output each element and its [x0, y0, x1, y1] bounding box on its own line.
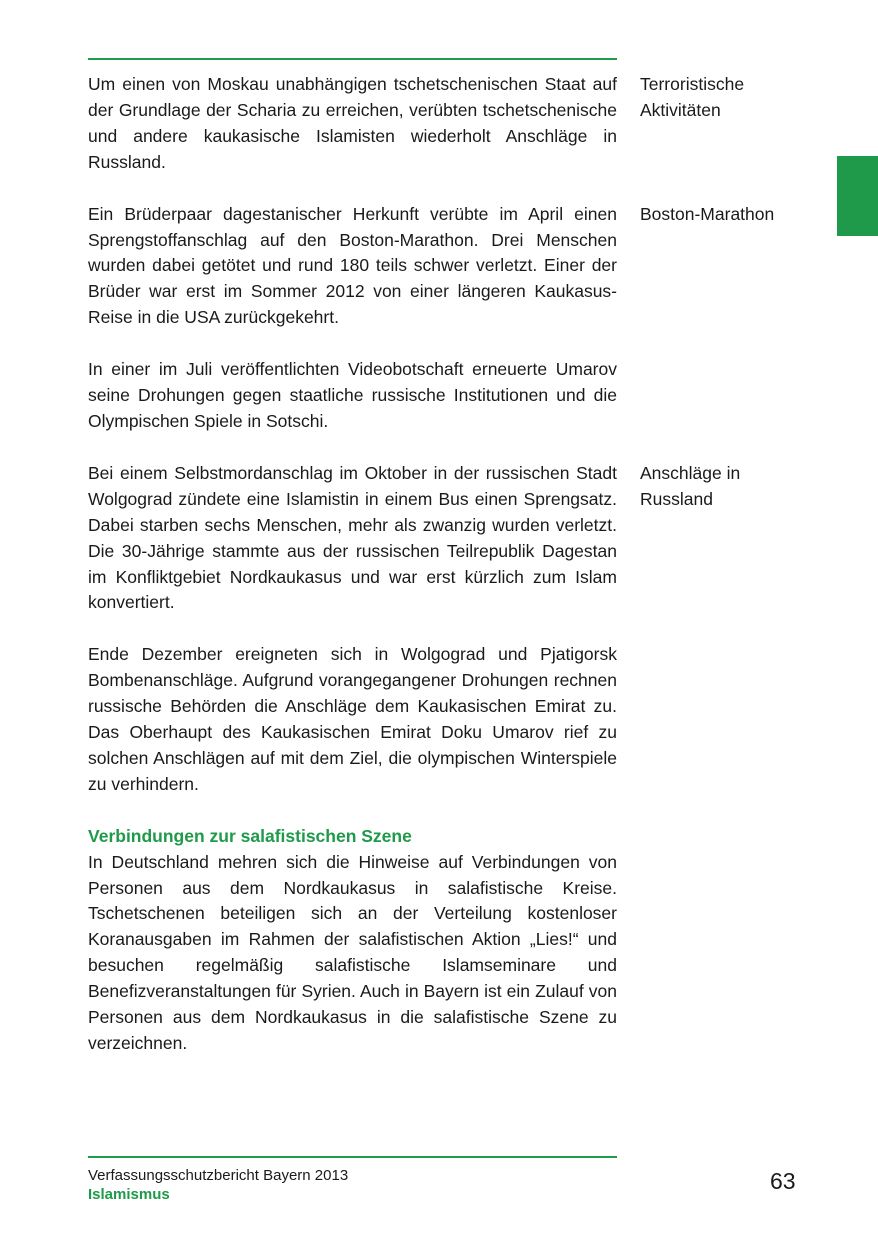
- paragraph-boston-marathon: Ein Brüderpaar dagestanischer Herkunft verübte im April einen Sprengstoffanschlag auf den Boston-Marathon. Drei Menschen wurden dabei getötet und rund 180 teils schwer verletzt. Einer der Brüder war erst im Sommer 2012 von einer längeren Kaukasus-Reise in die USA zurückgekehrt.: [88, 203, 617, 328]
- paragraph-terrorist-activities: Um einen von Moskau unabhängigen tschetschenischen Staat auf der Grundlage der Scharia zu erreichen, verübten tschetschenische und andere kaukasische Islamisten wiederholt Anschläge in Russland.: [88, 74, 617, 172]
- page-number: 63: [770, 1168, 796, 1194]
- paragraph-umarov-video: In einer im Juli veröffentlichten Videobotschaft erneuerte Umarov seine Drohungen gegen staatliche russische Institutionen und die Olympischen Spiele in Sotschi.: [88, 359, 617, 431]
- section-heading: Verbindungen zur salafistischen Szene: [88, 825, 412, 846]
- margin-note-attacks-russia: Anschläge in Russland: [640, 463, 741, 509]
- margin-note-terrorist-activities: Terroristische Aktivitäten: [640, 74, 745, 120]
- footer: [88, 1166, 617, 1204]
- margin-note-boston-marathon: Boston-Marathon: [640, 204, 775, 224]
- paragraph-wolgograd-october: Bei einem Selbstmordanschlag im Oktober in der russischen Stadt Wolgograd zündete eine Islamistin in einem Bus einen Sprengsatz. Dabei starben sechs Menschen, mehr als zwanzig wurden verletzt. Die 30-Jährige stammte aus der russischen Teilrepublik Dagestan im Konfliktgebiet Nordkaukasus und war erst kürzlich zum Islam konvertiert.: [88, 462, 617, 613]
- paragraph-salafist-connections: In Deutschland mehren sich die Hinweise auf Verbindungen von Personen aus dem Nordkaukasus in salafistische Kreise. Tschetschenen beteiligen sich an der Verteilung kostenloser Koranausgaben im Rahmen der salafistischen Aktion „Lies!“ und besuchen regelmäßig salafistische Islamseminare und Benefizveranstaltungen für Syrien. Auch in Bayern ist ein Zulauf von Personen aus dem Nordkaukasus in die salafistische Szene zu verzeichnen.: [88, 851, 617, 1053]
- bottom-rule: [88, 1156, 617, 1158]
- top-rule: [88, 58, 617, 60]
- main-text-column: [88, 72, 617, 1057]
- paragraph-december-attacks: Ende Dezember ereigneten sich in Wolgograd und Pjatigorsk Bombenanschläge. Aufgrund vorangegangener Drohungen rechnen russische Behörden die Anschläge dem Kaukasischen Emirat zu. Das Oberhaupt des Kaukasischen Emirat Doku Umarov rief zu solchen Anschlägen auf mit dem Ziel, die olympischen Winterspiele zu verhindern.: [88, 644, 617, 794]
- footer-title: Verfassungsschutzbericht Bayern 2013: [88, 1167, 349, 1184]
- footer-subtitle: Islamismus: [88, 1186, 170, 1203]
- chapter-tab-marker: [837, 156, 878, 236]
